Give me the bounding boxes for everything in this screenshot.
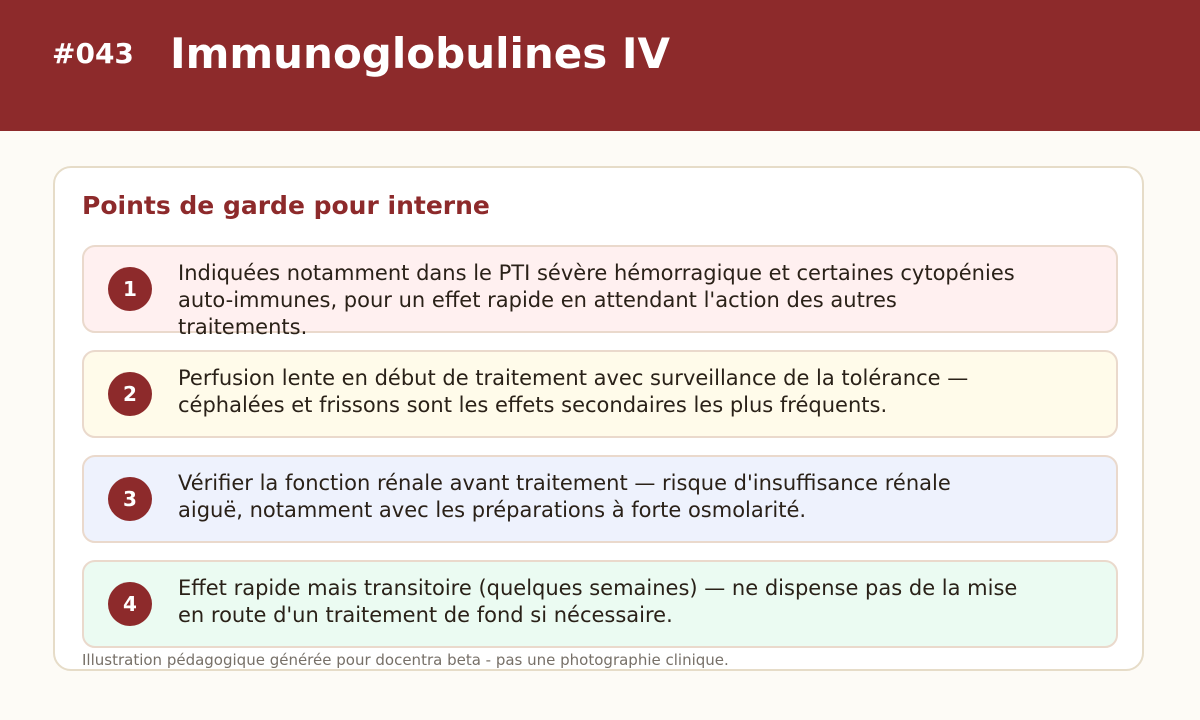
item-number-badge: 1 — [108, 267, 152, 311]
item-text: Perfusion lente en début de traitement avec surveillance de la tolérance — céphalées et frissons sont les effets secondaires les plus fréquents. — [178, 366, 969, 417]
page-title: Immunoglobulines IV — [170, 29, 671, 78]
key-point-item — [82, 245, 1118, 339]
item-text: Indiquées notamment dans le PTI sévère hémorragique et certaines cytopénies auto-immunes, pour un effet rapide en attendant l'action des autres traitements. — [178, 261, 1015, 339]
item-number-badge: 3 — [108, 477, 152, 521]
key-point-item — [82, 350, 1118, 438]
item-text: Vérifier la fonction rénale avant traitement — risque d'insuffisance rénale aiguë, notamment avec les préparations à forte osmolarité. — [178, 471, 951, 522]
topic-number: #043 — [52, 37, 134, 70]
key-point-item — [82, 560, 1118, 648]
item-number-badge: 4 — [108, 582, 152, 626]
footnote: Illustration pédagogique générée pour docentra beta - pas une photographie clinique. — [82, 651, 729, 669]
header-banner — [0, 0, 1200, 131]
key-point-item — [82, 455, 1118, 543]
item-text: Effet rapide mais transitoire (quelques semaines) — ne dispense pas de la mise en route d'un traitement de fond si nécessaire. — [178, 576, 1018, 627]
card-title: Points de garde pour interne — [82, 191, 490, 220]
item-number-badge: 2 — [108, 372, 152, 416]
